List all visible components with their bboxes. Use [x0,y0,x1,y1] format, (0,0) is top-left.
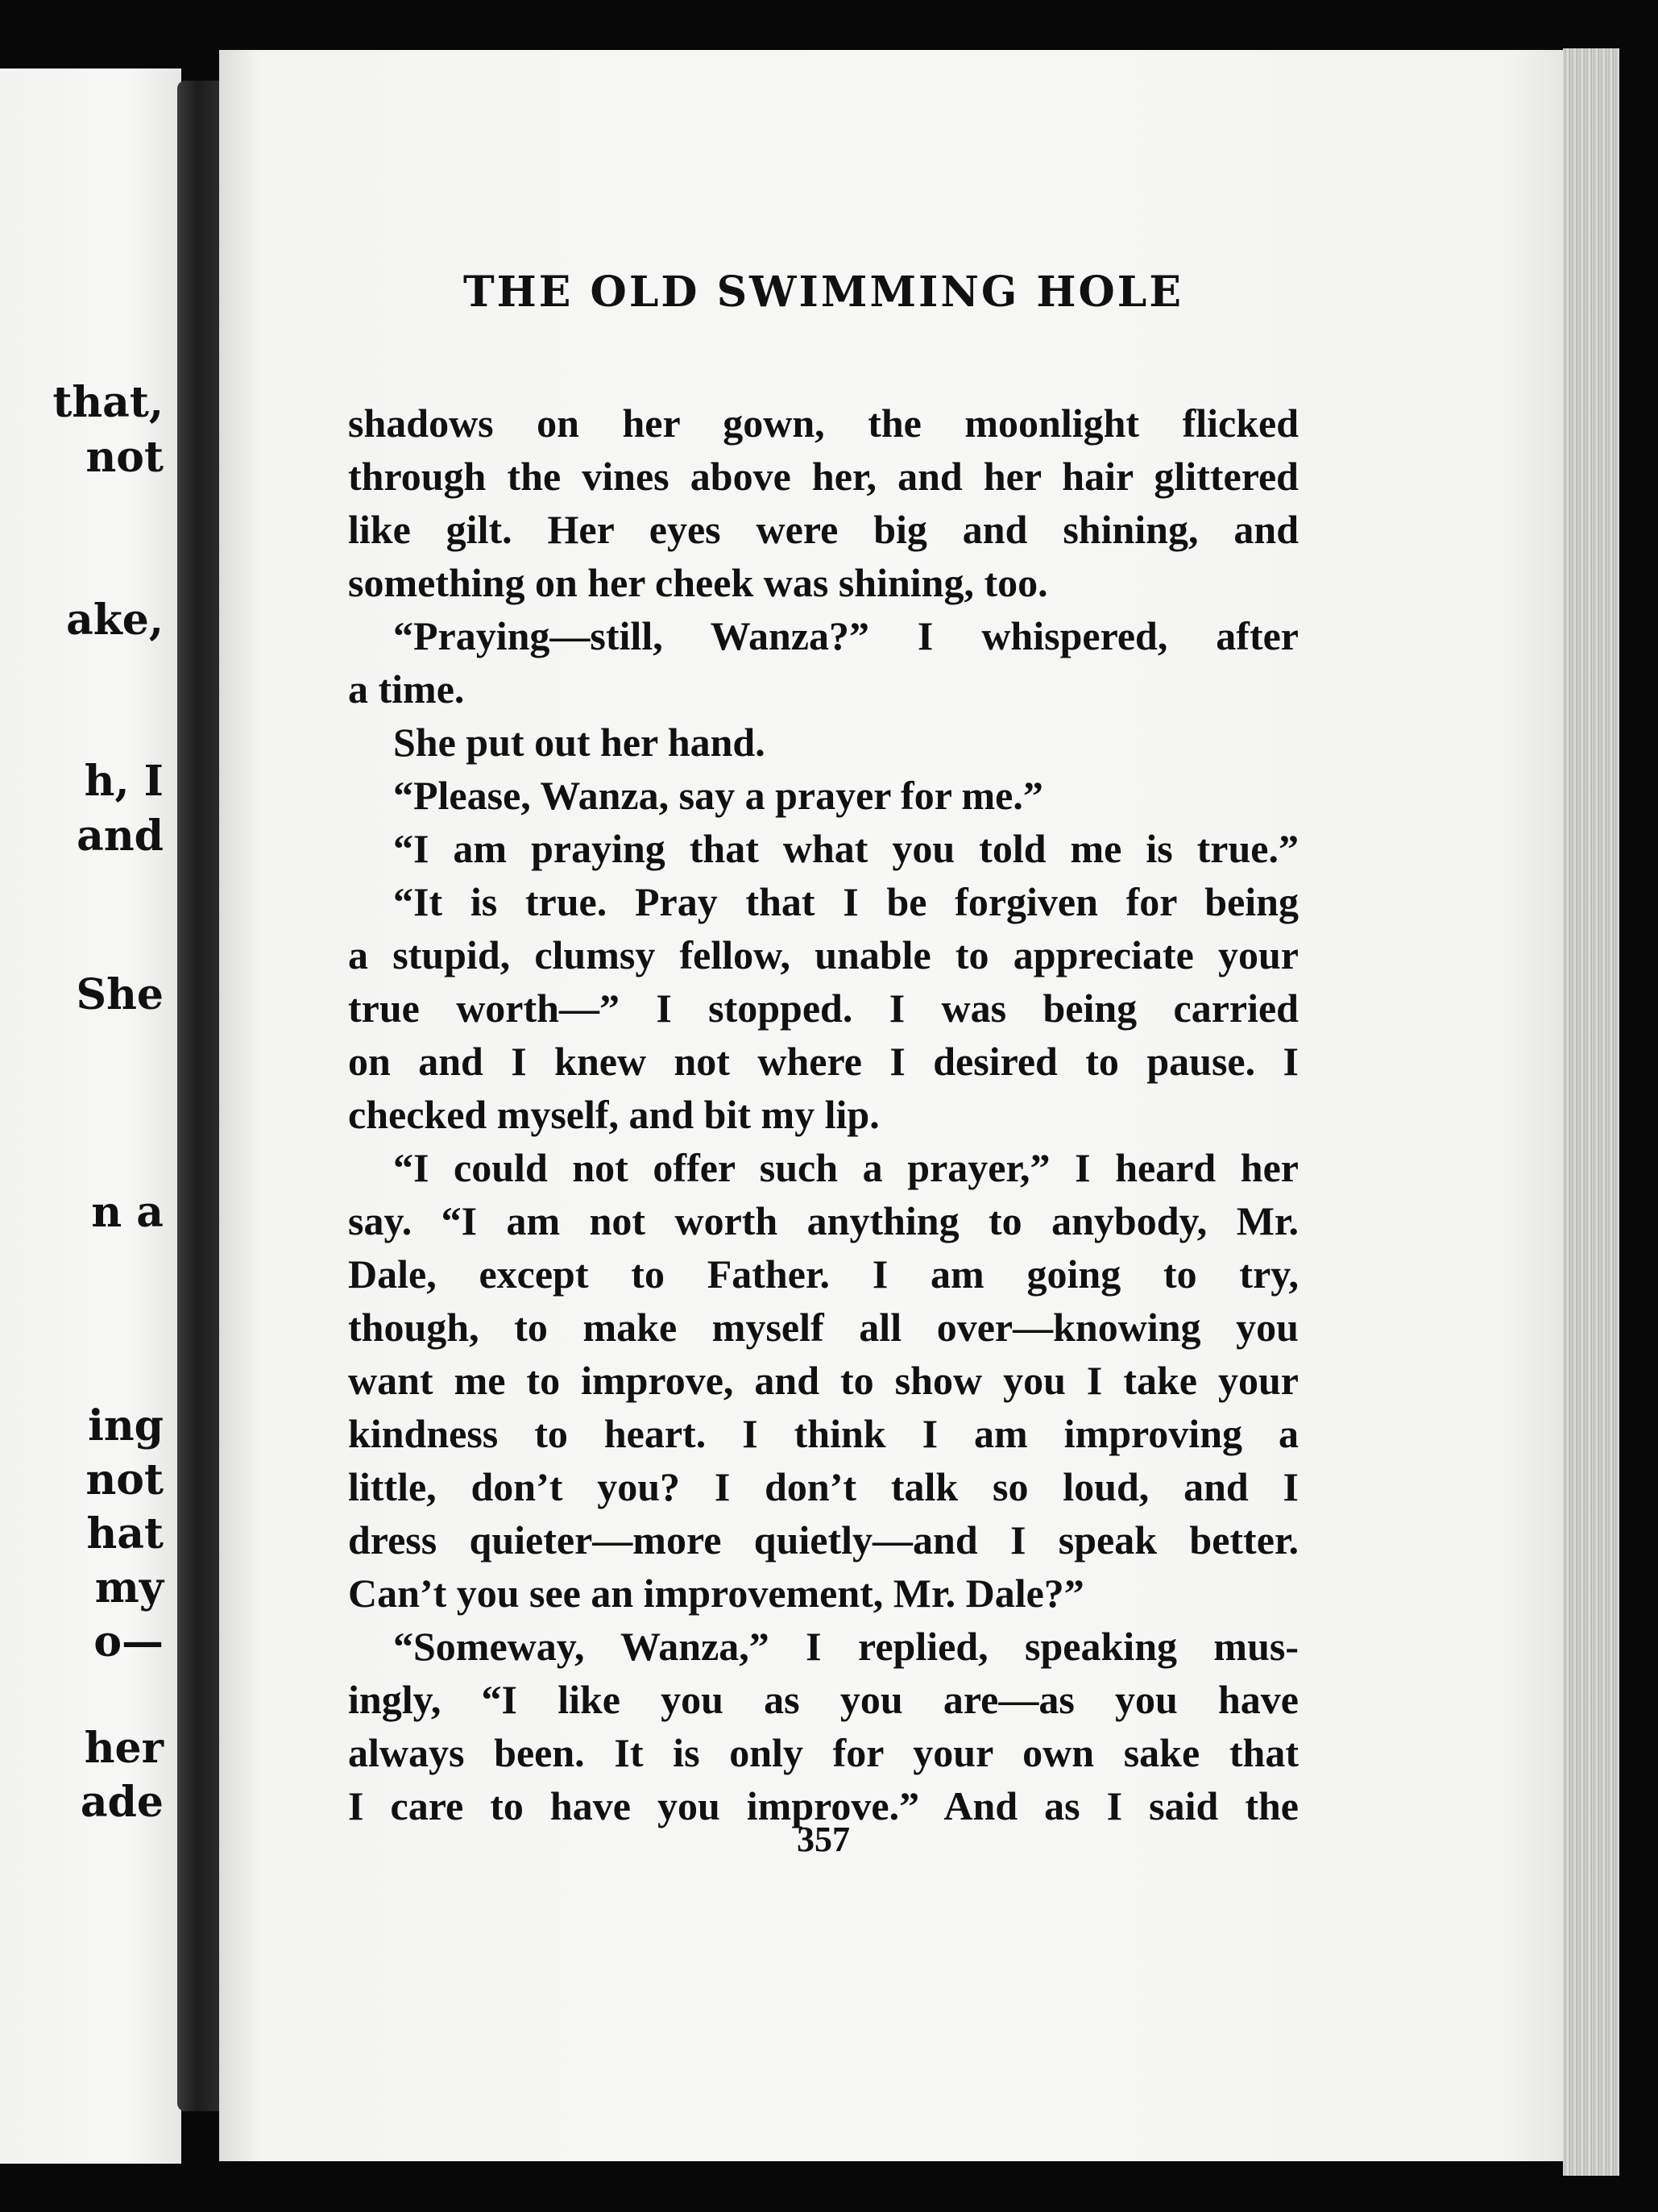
text-line: always been. It is only for your own sake that [348,1730,1299,1775]
text-line: through the vines above her, and her hair glittered [348,454,1299,499]
text-line: Dale, except to Father. I am going to try, [348,1251,1299,1297]
text-line: “Someway, Wanza,” I replied, speaking mus- [393,1624,1299,1669]
running-head: THE OLD SWIMMING HOLE [462,268,1183,317]
left-fragment: n a [91,1188,164,1237]
text-line: ingly, “I like you as you are—as you have [348,1677,1299,1722]
left-page [0,68,181,2164]
text-line: a stupid, clumsy fellow, unable to appreciate your [348,932,1299,977]
text-line: dress quieter—more quietly—and I speak better. [348,1517,1299,1563]
page-edges [1563,48,1619,2176]
right-page [219,50,1577,2161]
text-line: something on her cheek was shining, too. [348,560,1048,605]
left-fragment: h, I [84,757,164,806]
text-line: “Praying—still, Wanza?” I whispered, after [393,613,1299,658]
text-line: She put out her hand. [393,720,765,765]
text-line: “It is true. Pray that I be forgiven for being [393,879,1299,924]
left-fragment: my [94,1563,164,1612]
text-line: “I am praying that what you told me is true.” [393,826,1299,871]
text-line: “I could not offer such a prayer,” I heard her [393,1145,1299,1190]
body-text [348,396,1299,1832]
text-line: on and I knew not where I desired to pause. I [348,1039,1299,1084]
text-line: Can’t you see an improvement, Mr. Dale?” [348,1571,1084,1616]
text-line: say. “I am not worth anything to anybody, Mr. [348,1198,1299,1243]
left-fragment: hat [86,1509,164,1558]
left-fragment: that, [52,378,164,427]
left-fragment: ake, [66,596,164,645]
text-line: little, don’t you? I don’t talk so loud, and I [348,1464,1299,1509]
left-fragment: o— [93,1617,164,1666]
text-line: kindness to heart. I think I am improving a [348,1411,1299,1456]
left-fragment: She [76,970,164,1019]
text-line: checked myself, and bit my lip. [348,1092,880,1137]
text-line: “Please, Wanza, say a prayer for me.” [393,773,1043,818]
left-fragment: ade [80,1778,164,1827]
left-fragment: ing [88,1401,164,1450]
text-line: I care to have you improve.” And as I said the [348,1783,1299,1828]
left-fragment: not [85,1455,164,1504]
text-line: though, to make myself all over—knowing you [348,1305,1299,1350]
left-fragment: and [77,811,164,861]
page-number: 357 [797,1820,850,1859]
text-line: like gilt. Her eyes were big and shining, and [348,507,1299,552]
text-line: want me to improve, and to show you I take your [348,1358,1299,1403]
left-fragment: her [84,1724,164,1773]
text-line: shadows on her gown, the moonlight flicked [348,400,1299,446]
text-line: true worth—” I stopped. I was being carried [348,986,1299,1031]
left-fragment: not [85,433,164,482]
text-line: a time. [348,666,465,712]
